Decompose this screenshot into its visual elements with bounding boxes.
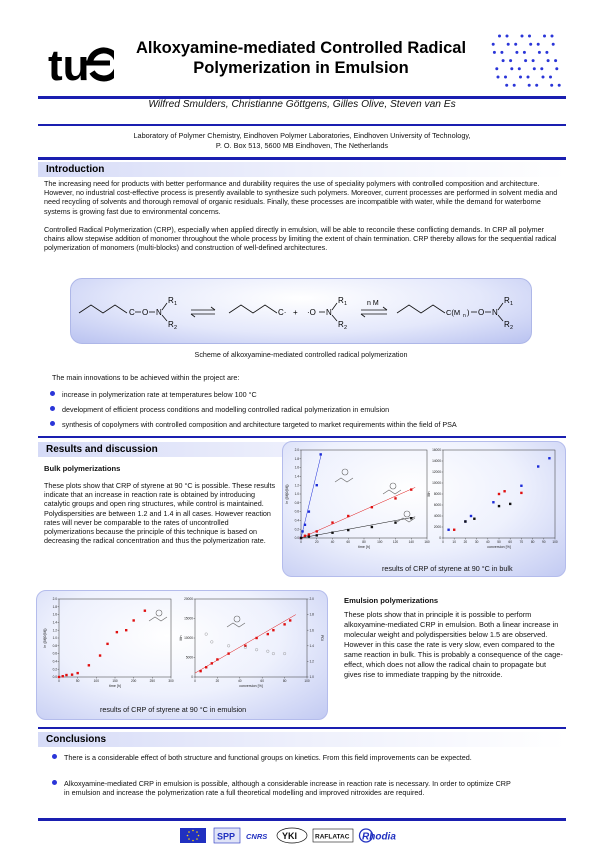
bullet-dot-icon	[52, 780, 57, 785]
y-tick-label: 1.4	[52, 620, 57, 625]
logo-dot	[519, 76, 522, 79]
y-tick-label: 1.6	[294, 465, 299, 470]
logo-dot	[500, 51, 503, 54]
data-point-blue	[548, 457, 550, 459]
data-point-Mn	[283, 623, 285, 625]
x-tick-label: 60	[260, 679, 264, 683]
scheme-right-n: N	[492, 308, 498, 317]
logo-dot	[498, 35, 501, 38]
y-tick-label: 0.4	[294, 518, 299, 523]
data-point-Mn	[216, 658, 218, 660]
data-point-PDI	[205, 633, 208, 636]
data-point-PDI	[272, 652, 275, 655]
data-point-black	[308, 535, 310, 537]
x-axis-label: conversion [%]	[239, 684, 263, 688]
scheme-left-n: N	[156, 308, 162, 317]
data-point-red	[410, 488, 412, 490]
introduction-para-2: Controlled Radical Polymerization (CRP), especially when applied directly in emulsion, will be able to reconcile these conflicting demands. In CRP all polymer chains allow stepwise addition of monomer throughout the whole process by limiting the extent of chain termination. CRP thereby allows for the sequential radical polymerization of monomers (multi-blocks) and construction of well-defined architectures.	[44, 225, 557, 253]
scheme-right-cm: C(M	[446, 308, 461, 317]
data-point-red	[132, 619, 134, 621]
y-tick-label: 1.4	[294, 474, 299, 479]
y-tick-label: 2.0	[294, 448, 299, 453]
bulk-caption: results of CRP of styrene at 90 °C in bulk	[382, 564, 513, 573]
y2-tick-label: 1.8	[309, 612, 314, 617]
x-tick-label: 200	[131, 679, 137, 683]
scheme-mid-r2-sub: 2	[344, 325, 348, 331]
logo-dot	[523, 51, 526, 54]
logo-dot	[540, 67, 543, 70]
innovation-bullet-2-text: development of efficient process conditions and modelling controlled radical polymerization in emulsion	[62, 405, 390, 414]
y-tick-label: 12000	[432, 470, 441, 475]
x-tick-label: 40	[330, 540, 335, 544]
introduction-para-1: The increasing need for products with better performance and durability requires the use of speciality polymers with controlled composition and architecture. However, no industrial cost-effective process is presently available to synthesize such polymers. Moreover, current processes are performed in solvent media and need recycling of solvents and thorough removal of organic residuals. Finally, these processes are incompatible with water, while the demand for waterborne systems is growing fast due to environmental concerns.	[44, 179, 558, 216]
data-point-red	[304, 535, 306, 537]
innovation-bullet-1-text: increase in polymerization rate at temperatures below 100 °C	[62, 390, 257, 399]
scheme-right-r2-sub: 2	[510, 325, 514, 331]
logo-dot	[535, 84, 538, 87]
x-tick-label: 140	[408, 540, 414, 544]
y-axis-label: ln ([M]0/[M])	[43, 628, 47, 648]
y-tick-label: 1.6	[52, 612, 57, 617]
x-tick-label: 100	[552, 540, 558, 544]
x-tick-label: 0	[442, 540, 444, 544]
y-tick-label: 0.8	[52, 643, 57, 648]
spp-logo	[214, 828, 240, 843]
y-tick-label: 2.0	[52, 597, 57, 602]
emulsion-heading: Emulsion polymerizations	[344, 596, 439, 605]
scheme-left-o: O	[142, 308, 149, 317]
logo-dot	[529, 43, 532, 46]
y-tick-label: 10000	[432, 481, 441, 486]
bulk-text: These plots show that CRP of styrene at 90 °C is possible. These results indicate that an increase in reaction rate is obtained by introducing catalytic groups and open ring structures, while control is maintained. Polydispersities are between 1.2 and 1.4 in all cases. However reaction rates will never be comparable to the rates of uncontrolled polymerizations because the principle of this technique is based on decreasing the radical concentration and thus the polymerization rate.	[44, 481, 276, 546]
y-tick-label: 1.2	[52, 628, 57, 633]
x-tick-label: 20	[314, 540, 319, 544]
raflatac-logo-text: RAFLATAC	[315, 833, 350, 841]
data-point-red	[76, 672, 78, 674]
logo-dot	[532, 59, 535, 62]
y-tick-label: 14000	[432, 459, 441, 464]
plot-frame	[195, 599, 307, 677]
x-tick-label: 80	[282, 679, 287, 683]
y-tick-label: 16000	[432, 448, 441, 453]
x-tick-label: 60	[508, 540, 512, 544]
data-point-red	[316, 530, 318, 532]
rhodia-logo-text: Rhodia	[362, 831, 396, 843]
x-axis-label: time [h]	[109, 684, 121, 688]
data-point-blue	[304, 524, 306, 526]
data-point-black	[473, 518, 475, 520]
y-tick-label: 0.4	[52, 659, 57, 664]
logo-dot	[492, 43, 495, 46]
data-point-Mn	[199, 670, 201, 672]
conclusions-heading: Conclusions	[38, 732, 566, 747]
y-tick-label: 1.0	[52, 636, 57, 641]
introduction-heading: Introduction	[38, 162, 566, 177]
x-tick-label: 80	[362, 540, 366, 544]
emulsion-chart-panel	[36, 590, 328, 720]
x-tick-label: 90	[542, 540, 546, 544]
scheme-right-r2: R	[504, 320, 510, 329]
y2-tick-label: 1.4	[309, 643, 314, 648]
scheme-left-r1-sub: 1	[174, 301, 178, 307]
data-point-Mn	[205, 666, 207, 668]
bulk-kinetics-chart	[285, 448, 430, 549]
logo-dot	[509, 59, 512, 62]
data-point-black	[347, 529, 349, 531]
logo-dot	[551, 35, 554, 38]
y-tick-label: 1.8	[52, 604, 57, 609]
logo-dot	[549, 76, 552, 79]
emulsion-caption: results of CRP of styrene at 90 °C in emulsion	[100, 705, 247, 714]
spp-logo-text: SPP	[217, 831, 236, 842]
rhodia-logo	[360, 829, 397, 843]
logo-dot	[528, 35, 531, 38]
x-tick-label: 50	[497, 540, 501, 544]
x-tick-label: 100	[93, 679, 99, 683]
plot-frame	[301, 450, 427, 538]
yki-logo	[277, 828, 307, 843]
data-point-Mn	[227, 652, 229, 654]
scheme-mid-c: C·	[278, 308, 287, 317]
data-point-red	[394, 497, 396, 499]
data-point-red	[144, 610, 146, 612]
data-point-red	[503, 490, 505, 492]
logo-dot	[527, 76, 530, 79]
scheme-mid-r1-sub: 1	[344, 301, 348, 307]
reaction-scheme	[70, 278, 532, 344]
data-point-black	[371, 526, 373, 528]
logo-dot	[507, 43, 510, 46]
data-point-red	[520, 492, 522, 494]
data-point-PDI	[267, 650, 270, 653]
emulsion-molecule-sketch	[149, 610, 245, 627]
data-point-black	[331, 532, 333, 534]
x-tick-label: 60	[346, 540, 351, 544]
data-point-Mn	[211, 662, 213, 664]
x-tick-label: 20	[463, 540, 468, 544]
x-tick-label: 30	[474, 540, 479, 544]
y-axis-label: ln ([M]0/[M])	[285, 484, 289, 504]
innovations-intro: The main innovations to be achieved within the project are:	[52, 373, 240, 382]
title-line-2: Polymerization in Emulsion	[193, 59, 409, 77]
logo-dot	[528, 84, 531, 87]
y-axis-label: Mn	[179, 635, 183, 641]
y-tick-label: 8000	[433, 492, 441, 497]
logo-dot	[524, 59, 527, 62]
affiliation-line-1: Laboratory of Polymer Chemistry, Eindhoven Polymer Laboratories, Eindhoven University of Technology,	[133, 131, 471, 140]
bulk-charts	[283, 442, 567, 578]
scheme-caption: Scheme of alkoxyamine-mediated controlled radical polymerization	[194, 350, 408, 359]
bulk-heading: Bulk polymerizations	[44, 464, 121, 473]
y2-tick-label: 1.0	[309, 675, 314, 680]
logo-dot	[555, 67, 558, 70]
y-tick-label: 0.2	[52, 667, 57, 672]
data-point-black	[316, 534, 318, 536]
logo-dot	[515, 51, 518, 54]
sponsor-logos	[176, 826, 436, 844]
fit-line-black	[301, 517, 415, 538]
data-point-blue	[537, 465, 539, 467]
y-tick-label: 0	[439, 536, 441, 541]
cnrs-logo	[246, 832, 267, 841]
bulk-mn-chart	[427, 448, 558, 549]
x-tick-label: 80	[530, 540, 535, 544]
results-rule	[38, 436, 566, 438]
logo-dot	[497, 76, 500, 79]
x-tick-label: 300	[168, 679, 174, 683]
cnrs-logo-text: CNRS	[246, 832, 268, 841]
y-tick-label: 15000	[184, 616, 193, 621]
data-point-black	[300, 537, 302, 539]
x-tick-label: 40	[486, 540, 490, 544]
x-tick-label: 150	[112, 679, 118, 683]
y2-tick-label: 1.2	[309, 659, 314, 664]
logo-dot	[505, 84, 508, 87]
data-point-black	[410, 517, 412, 519]
conclusion-bullet-1-text: There is a considerable effect of both structure and functional groups on kinetics. From this field improvements can be expected.	[64, 753, 472, 762]
logo-dot	[542, 76, 545, 79]
data-point-red	[331, 521, 333, 523]
affiliation	[60, 131, 544, 151]
affiliation-rule	[38, 157, 566, 160]
scheme-nm: n M	[367, 300, 379, 307]
y-tick-label: 0.8	[294, 500, 299, 505]
y-tick-label: 0.6	[294, 509, 299, 514]
logo-dot	[510, 67, 513, 70]
x-tick-label: 0	[300, 540, 302, 544]
data-point-blue	[301, 530, 303, 532]
data-point-red	[116, 631, 118, 633]
scheme-right-r1-sub: 1	[510, 301, 514, 307]
bullet-dot-icon	[50, 391, 55, 396]
tue-logo-text: tu	[48, 41, 90, 90]
scheme-left-r2-sub: 2	[174, 325, 178, 331]
logo-dot	[554, 59, 557, 62]
title-line-1: Alkoxyamine-mediated Controlled Radical	[135, 39, 467, 57]
yki-logo-text: YKI	[282, 831, 298, 841]
y-tick-label: 1.8	[294, 456, 299, 461]
logo-dot	[537, 43, 540, 46]
y-axis-label: Mn	[427, 491, 431, 497]
logo-dot	[538, 51, 541, 54]
y-tick-label: 6000	[433, 503, 441, 508]
authors: Wilfred Smulders, Christianne Göttgens, Gilles Olive, Steven van Es	[148, 99, 456, 110]
data-point-red	[106, 643, 108, 645]
data-point-Mn	[255, 637, 257, 639]
emulsion-mn-chart	[179, 597, 324, 688]
x-axis-label: conversion [%]	[487, 545, 511, 549]
y2-tick-label: 2.0	[309, 597, 314, 602]
tue-logo	[44, 32, 114, 92]
data-point-blue	[308, 510, 310, 512]
data-point-PDI	[211, 641, 214, 644]
logo-dot	[545, 51, 548, 54]
scheme-mid-n: N	[326, 308, 332, 317]
reaction-scheme-drawing	[71, 279, 533, 345]
y-tick-label: 0.0	[294, 536, 299, 541]
x-tick-label: 40	[238, 679, 242, 683]
eu-flag-logo	[180, 828, 206, 843]
data-point-blue	[319, 453, 321, 455]
raflatac-logo	[313, 829, 353, 842]
scheme-left-r1: R	[168, 296, 174, 305]
data-point-Mn	[289, 619, 291, 621]
y-tick-label: 2000	[433, 525, 441, 530]
scheme-mid-r2: R	[338, 320, 344, 329]
data-point-red	[125, 629, 127, 631]
y-tick-label: 10000	[184, 636, 193, 641]
data-point-red	[371, 506, 373, 508]
molecule-sketches	[335, 469, 415, 522]
logo-dot	[493, 51, 496, 54]
scheme-mid-o: ·O	[307, 308, 316, 317]
y-tick-label: 5000	[185, 655, 193, 660]
data-point-red	[347, 515, 349, 517]
data-point-red	[308, 533, 310, 535]
plot-frame	[59, 599, 171, 677]
bulk-chart-panel	[282, 441, 566, 577]
data-point-blue	[470, 515, 472, 517]
y2-tick-label: 1.6	[309, 628, 314, 633]
logo-dot	[533, 67, 536, 70]
y-tick-label: 0.0	[52, 675, 57, 680]
y2-axis-label: PDI	[320, 635, 324, 641]
header-rule-bottom	[38, 124, 566, 126]
scheme-left-c: C	[129, 308, 135, 317]
innovation-bullet-3-text: synthesis of copolymers with controlled composition and architecture targeted to market requirements within the field of PSA	[62, 420, 457, 429]
scheme-right-r1: R	[504, 296, 510, 305]
x-tick-label: 120	[392, 540, 399, 544]
y-tick-label: 0.2	[294, 527, 299, 532]
logo-dot	[506, 35, 509, 38]
y-tick-label: 20000	[184, 597, 193, 602]
y-tick-label: 0	[191, 675, 193, 680]
scheme-left-r2: R	[168, 320, 174, 329]
bullet-dot-icon	[52, 754, 57, 759]
conclusions-rule	[38, 727, 566, 729]
x-tick-label: 250	[149, 679, 155, 683]
logo-dot	[521, 35, 524, 38]
logo-dot	[558, 84, 561, 87]
scheme-right-o: O	[478, 308, 485, 317]
data-point-blue	[520, 485, 522, 487]
y-tick-label: 1.2	[294, 483, 299, 488]
x-tick-label: 0	[194, 679, 196, 683]
data-point-red	[453, 529, 455, 531]
tue-dots-logo	[486, 30, 562, 92]
affiliation-line-2: P. O. Box 513, 5600 MB Eindhoven, The Netherlands	[215, 141, 389, 150]
footer-rule	[38, 818, 566, 821]
data-point-Mn	[272, 629, 274, 631]
x-tick-label: 160	[424, 540, 430, 544]
logo-dot	[514, 43, 517, 46]
data-point-black	[394, 521, 396, 523]
logo-dot	[495, 67, 498, 70]
x-tick-label: 20	[215, 679, 220, 683]
data-point-black	[509, 503, 511, 505]
logo-dot	[547, 59, 550, 62]
scheme-right-cm-end: )	[467, 308, 470, 317]
fit-line-Mn	[195, 615, 296, 674]
data-point-red	[62, 675, 64, 677]
logo-dot	[513, 84, 516, 87]
bullet-dot-icon	[50, 406, 55, 411]
data-point-Mn	[267, 633, 269, 635]
logo-dot	[543, 35, 546, 38]
data-point-red	[71, 673, 73, 675]
results-heading: Results and discussion	[38, 442, 566, 457]
emulsion-kinetics-chart	[43, 597, 174, 688]
y-tick-label: 0.6	[52, 651, 57, 656]
data-point-blue	[492, 501, 494, 503]
fit-line-red	[301, 487, 415, 538]
x-tick-label: 70	[519, 540, 524, 544]
emulsion-text: These plots show that in principle it is possible to perform alkoxyamine-mediated CRP in emulsion. Both a linear increase in molecular weight and polydispersities below 1.5 are observed. However in this case the rate is very slow, even compared to the same reaction in bulk. This is probably a consequence of the cage-effect, which does not allow the radical chain to propagate but gives rise to immediate trapping by the nitroxide.	[344, 610, 563, 679]
data-point-PDI	[283, 652, 286, 655]
scheme-mid-r1: R	[338, 296, 344, 305]
logo-dot	[550, 84, 553, 87]
x-axis-label: time [h]	[358, 545, 370, 549]
scheme-right-cm-sub: n	[463, 313, 466, 319]
y-tick-label: 4000	[433, 514, 441, 519]
data-point-PDI	[227, 645, 230, 648]
x-tick-label: 100	[304, 679, 310, 683]
data-point-black	[498, 505, 500, 507]
data-point-PDI	[255, 648, 258, 651]
poster-title	[118, 38, 484, 78]
scheme-plus: +	[293, 308, 298, 317]
logo-dot	[502, 59, 505, 62]
x-tick-label: 10	[452, 540, 456, 544]
data-point-blue	[316, 484, 318, 486]
emulsion-charts	[37, 591, 329, 721]
data-point-blue	[447, 529, 449, 531]
conclusion-bullet-2-text: Alkoxyamine-mediated CRP in emulsion is possible, although a considerable increase in reaction rate is necessary. In order to optimize CRP in emulsion and increase the polymerization rate a full theoretical modelling and improved nitroxides are required.	[64, 779, 511, 798]
data-point-red	[88, 664, 90, 666]
bullet-dot-icon	[50, 421, 55, 426]
logo-dot	[518, 67, 521, 70]
x-tick-label: 50	[75, 679, 80, 683]
x-tick-label: 100	[377, 540, 383, 544]
data-point-red	[498, 493, 500, 495]
x-tick-label: 0	[58, 679, 60, 683]
logo-dot	[504, 76, 507, 79]
data-point-red	[99, 654, 101, 656]
data-point-red	[58, 676, 60, 678]
data-point-red	[65, 674, 67, 676]
data-point-black	[464, 520, 466, 522]
logo-dot	[552, 43, 555, 46]
y-tick-label: 1.0	[294, 492, 299, 497]
